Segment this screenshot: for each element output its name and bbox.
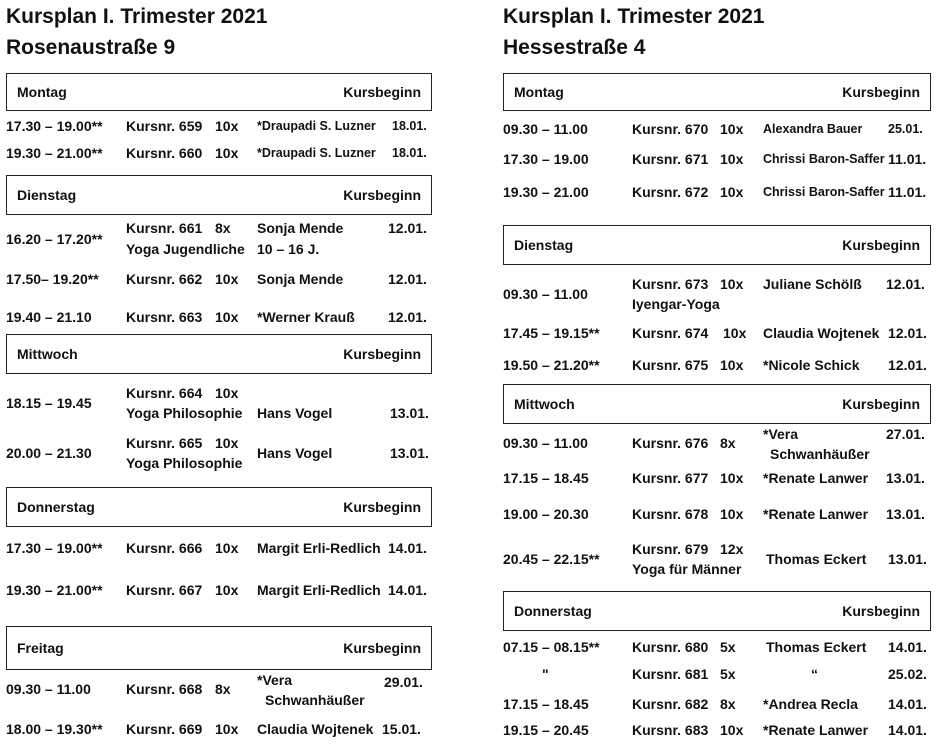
course-start-date: 12.01. bbox=[888, 357, 927, 373]
course-number: Kursnr. 671 bbox=[632, 151, 709, 167]
right-day-header-mittwoch bbox=[503, 384, 931, 424]
course-time: 20.45 – 22.15** bbox=[503, 551, 600, 567]
course-start-date: 12.01. bbox=[388, 309, 427, 325]
course-number: Kursnr. 679 bbox=[632, 541, 709, 557]
course-time: 19.30 – 21.00** bbox=[6, 582, 103, 598]
course-start-date: 14.01. bbox=[388, 540, 427, 556]
course-time-ditto: " bbox=[542, 666, 549, 682]
course-time: 19.50 – 21.20** bbox=[503, 357, 600, 373]
course-sessions: 10x bbox=[215, 540, 239, 556]
course-time: 20.00 – 21.30 bbox=[6, 445, 92, 461]
course-instructor: *Vera bbox=[257, 672, 293, 688]
course-time: 19.40 – 21.10 bbox=[6, 309, 92, 325]
course-number: Kursnr. 662 bbox=[126, 271, 203, 287]
course-sessions: 12x bbox=[720, 541, 744, 557]
right-title-line2: Hessestraße 4 bbox=[503, 36, 646, 59]
kursbeginn-label: Kursbeginn bbox=[842, 84, 920, 100]
right-title-line1: Kursplan I. Trimester 2021 bbox=[503, 5, 765, 28]
course-time: 17.30 – 19.00 bbox=[503, 151, 589, 167]
course-start-date: 27.01. bbox=[886, 426, 925, 442]
course-instructor: Sonja Mende bbox=[257, 271, 344, 287]
course-number: Kursnr. 678 bbox=[632, 506, 709, 522]
course-instructor: *Renate Lanwer bbox=[763, 722, 869, 738]
course-sessions: 10x bbox=[720, 276, 744, 292]
course-number: Kursnr. 682 bbox=[632, 696, 709, 712]
course-time: 17.45 – 19.15** bbox=[503, 325, 600, 341]
course-sessions: 10x bbox=[723, 325, 747, 341]
course-start-date: 25.02. bbox=[888, 666, 927, 682]
course-instructor-note: Schwanhäußer bbox=[770, 446, 870, 462]
course-number: Kursnr. 675 bbox=[632, 357, 709, 373]
course-number: Kursnr. 663 bbox=[126, 309, 203, 325]
course-start-date: 13.01. bbox=[886, 470, 925, 486]
course-instructor: *Werner Krauß bbox=[257, 309, 355, 325]
left-title-line2: Rosenaustraße 9 bbox=[6, 36, 176, 59]
course-number: Kursnr. 660 bbox=[126, 145, 203, 161]
left-title-line1: Kursplan I. Trimester 2021 bbox=[6, 5, 268, 28]
course-subtitle: Yoga Jugendliche bbox=[126, 241, 245, 257]
course-start-date: 14.01. bbox=[888, 639, 927, 655]
course-instructor: Margit Erli-Redlich bbox=[257, 540, 381, 556]
course-time: 09.30 – 11.00 bbox=[503, 286, 588, 302]
course-instructor: *Nicole Schick bbox=[763, 357, 860, 373]
course-time: 19.00 – 20.30 bbox=[503, 506, 589, 522]
course-subtitle: Yoga Philosophie bbox=[126, 405, 243, 421]
course-subtitle: Yoga für Männer bbox=[632, 561, 742, 577]
day-label: Mittwoch bbox=[17, 346, 78, 362]
course-instructor: Thomas Eckert bbox=[766, 551, 867, 567]
course-time: 17.30 – 19.00** bbox=[6, 540, 103, 556]
course-number: Kursnr. 674 bbox=[632, 325, 709, 341]
course-instructor: *Draupadi S. Luzner bbox=[257, 119, 376, 133]
course-instructor: Chrissi Baron-Saffer bbox=[763, 152, 885, 166]
course-time: 09.30 – 11.00 bbox=[503, 121, 588, 137]
course-instructor-note: Schwanhäußer bbox=[265, 692, 365, 708]
day-label: Dienstag bbox=[17, 187, 77, 203]
course-number: Kursnr. 664 bbox=[126, 385, 203, 401]
day-label: Mittwoch bbox=[514, 396, 575, 412]
course-instructor: Hans Vogel bbox=[257, 405, 333, 421]
course-instructor: Hans Vogel bbox=[257, 445, 333, 461]
course-number: Kursnr. 680 bbox=[632, 639, 709, 655]
course-start-date: 12.01. bbox=[388, 220, 427, 236]
day-label: Montag bbox=[17, 84, 67, 100]
course-sessions: 10x bbox=[215, 271, 239, 287]
course-instructor: *Andrea Recla bbox=[763, 696, 858, 712]
course-sessions: 10x bbox=[215, 721, 239, 737]
kursbeginn-label: Kursbeginn bbox=[842, 603, 920, 619]
course-sessions: 8x bbox=[720, 696, 736, 712]
course-instructor: Margit Erli-Redlich bbox=[257, 582, 381, 598]
course-number: Kursnr. 683 bbox=[632, 722, 709, 738]
course-number: Kursnr. 669 bbox=[126, 721, 203, 737]
kursbeginn-label: Kursbeginn bbox=[343, 84, 421, 100]
course-number: Kursnr. 672 bbox=[632, 184, 709, 200]
course-sessions: 5x bbox=[720, 639, 736, 655]
day-label: Donnerstag bbox=[17, 499, 95, 515]
course-time: 09.30 – 11.00 bbox=[6, 681, 91, 697]
course-instructor: *Draupadi S. Luzner bbox=[257, 146, 376, 160]
course-time: 17.50– 19.20** bbox=[6, 271, 99, 287]
course-start-date: 14.01. bbox=[888, 696, 927, 712]
course-time: 19.30 – 21.00 bbox=[503, 184, 589, 200]
right-day-header-montag bbox=[503, 73, 931, 111]
course-instructor-note: 10 – 16 J. bbox=[257, 241, 320, 257]
course-start-date: 12.01. bbox=[886, 276, 925, 292]
kursbeginn-label: Kursbeginn bbox=[343, 499, 421, 515]
course-sessions: 10x bbox=[720, 184, 744, 200]
course-instructor: Juliane Schölß bbox=[763, 276, 862, 292]
day-label: Freitag bbox=[17, 640, 64, 656]
course-instructor: Chrissi Baron-Saffer bbox=[763, 185, 885, 199]
course-number: Kursnr. 661 bbox=[126, 220, 203, 236]
day-label: Dienstag bbox=[514, 237, 574, 253]
course-instructor: *Vera bbox=[763, 426, 799, 442]
left-day-header-montag bbox=[6, 73, 432, 111]
course-number: Kursnr. 673 bbox=[632, 276, 709, 292]
course-sessions: 8x bbox=[720, 435, 736, 451]
course-start-date: 18.01. bbox=[392, 146, 427, 160]
course-number: Kursnr. 665 bbox=[126, 435, 203, 451]
course-instructor: Claudia Wojtenek bbox=[257, 721, 374, 737]
course-sessions: 10x bbox=[215, 582, 239, 598]
kursbeginn-label: Kursbeginn bbox=[842, 237, 920, 253]
course-instructor: Sonja Mende bbox=[257, 220, 344, 236]
course-start-date: 25.01. bbox=[888, 122, 923, 136]
course-time: 17.30 – 19.00** bbox=[6, 118, 103, 134]
course-subtitle: Yoga Philosophie bbox=[126, 455, 243, 471]
course-sessions: 5x bbox=[720, 666, 736, 682]
course-start-date: 12.01. bbox=[388, 271, 427, 287]
course-start-date: 14.01. bbox=[388, 582, 427, 598]
course-time: 19.30 – 21.00** bbox=[6, 145, 103, 161]
course-start-date: 13.01. bbox=[888, 551, 927, 567]
course-time: 19.15 – 20.45 bbox=[503, 722, 589, 738]
course-sessions: 8x bbox=[215, 681, 231, 697]
course-start-date: 14.01. bbox=[888, 722, 927, 738]
left-day-header-mittwoch bbox=[6, 334, 432, 374]
course-time: 09.30 – 11.00 bbox=[503, 435, 588, 451]
course-time: 18.15 – 19.45 bbox=[6, 395, 92, 411]
course-sessions: 10x bbox=[215, 309, 239, 325]
course-number: Kursnr. 667 bbox=[126, 582, 203, 598]
right-day-header-dienstag bbox=[503, 225, 931, 265]
course-number: Kursnr. 677 bbox=[632, 470, 709, 486]
day-label: Montag bbox=[514, 84, 564, 100]
course-time: 16.20 – 17.20** bbox=[6, 231, 103, 247]
day-label: Donnerstag bbox=[514, 603, 592, 619]
course-instructor: Claudia Wojtenek bbox=[763, 325, 880, 341]
course-start-date: 15.01. bbox=[382, 721, 421, 737]
course-sessions: 10x bbox=[720, 470, 744, 486]
left-day-header-dienstag bbox=[6, 175, 432, 215]
course-sessions: 10x bbox=[720, 121, 744, 137]
course-instructor: *Renate Lanwer bbox=[763, 506, 869, 522]
course-start-date: 29.01. bbox=[384, 674, 423, 690]
course-instructor: Alexandra Bauer bbox=[763, 122, 863, 136]
kursbeginn-label: Kursbeginn bbox=[343, 187, 421, 203]
course-start-date: 11.01. bbox=[888, 151, 927, 167]
course-number: Kursnr. 681 bbox=[632, 666, 709, 682]
course-number: Kursnr. 659 bbox=[126, 118, 203, 134]
course-sessions: 10x bbox=[720, 722, 744, 738]
course-sessions: 10x bbox=[720, 506, 744, 522]
course-number: Kursnr. 666 bbox=[126, 540, 203, 556]
course-time: 07.15 – 08.15** bbox=[503, 639, 600, 655]
left-day-header-donnerstag bbox=[6, 487, 432, 527]
course-start-date: 18.01. bbox=[392, 119, 427, 133]
course-sessions: 8x bbox=[215, 220, 231, 236]
course-sessions: 10x bbox=[215, 435, 239, 451]
course-start-date: 13.01. bbox=[390, 445, 429, 461]
kursbeginn-label: Kursbeginn bbox=[842, 396, 920, 412]
course-time: 17.15 – 18.45 bbox=[503, 696, 589, 712]
course-number: Kursnr. 668 bbox=[126, 681, 203, 697]
course-sessions: 10x bbox=[215, 145, 239, 161]
course-sessions: 10x bbox=[720, 357, 744, 373]
course-time: 17.15 – 18.45 bbox=[503, 470, 589, 486]
course-number: Kursnr. 676 bbox=[632, 435, 709, 451]
kursbeginn-label: Kursbeginn bbox=[343, 640, 421, 656]
course-start-date: 13.01. bbox=[390, 405, 429, 421]
course-instructor-ditto: “ bbox=[811, 666, 818, 682]
right-day-header-donnerstag bbox=[503, 591, 931, 631]
course-instructor: *Renate Lanwer bbox=[763, 470, 869, 486]
course-number: Kursnr. 670 bbox=[632, 121, 709, 137]
course-start-date: 13.01. bbox=[886, 506, 925, 522]
course-sessions: 10x bbox=[215, 385, 239, 401]
course-sessions: 10x bbox=[215, 118, 239, 134]
left-day-header-freitag bbox=[6, 626, 432, 670]
course-subtitle: Iyengar-Yoga bbox=[632, 296, 720, 312]
course-sessions: 10x bbox=[720, 151, 744, 167]
course-start-date: 11.01. bbox=[888, 184, 927, 200]
kursbeginn-label: Kursbeginn bbox=[343, 346, 421, 362]
course-instructor: Thomas Eckert bbox=[766, 639, 867, 655]
course-start-date: 12.01. bbox=[888, 325, 927, 341]
course-time: 18.00 – 19.30** bbox=[6, 721, 103, 737]
